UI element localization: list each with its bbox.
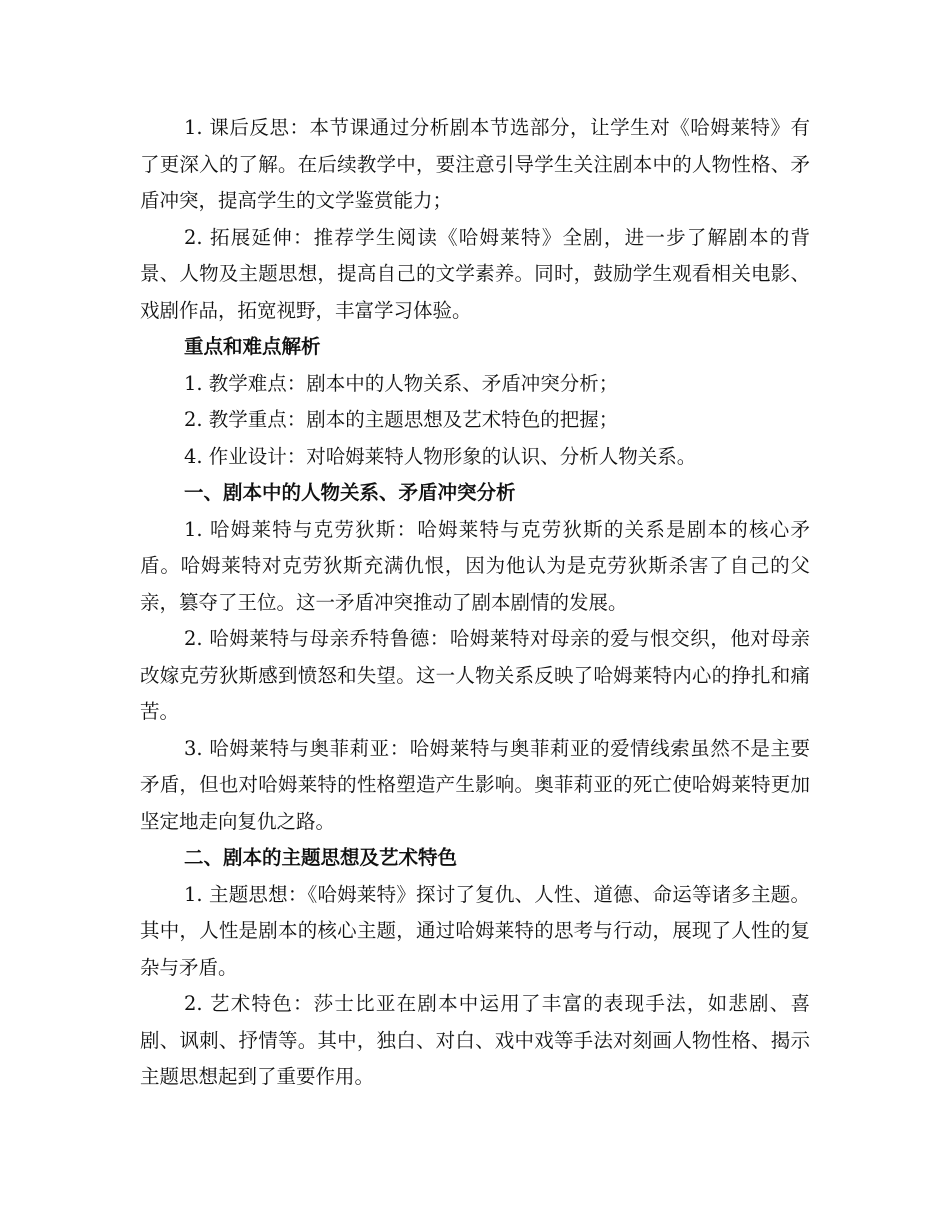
paragraph-reflection: 1. 课后反思：本节课通过分析剧本节选部分，让学生对《哈姆莱特》有了更深入的了解。在后续教学中，要注意引导学生关注剧本中的人物性格、矛盾冲突，提高学生的文学鉴赏能力； bbox=[140, 116, 810, 212]
paragraph-extension: 2. 拓展延伸：推荐学生阅读《哈姆莱特》全剧，进一步了解剧本的背景、人物及主题思想，提高自己的文学素养。同时，鼓励学生观看相关电影、戏剧作品，拓宽视野，丰富学习体验。 bbox=[140, 225, 810, 322]
heading-key-points: 重点和难点解析 bbox=[184, 335, 321, 358]
paragraph-claudius: 1. 哈姆莱特与克劳狄斯：哈姆莱特与克劳狄斯的关系是剧本的核心矛盾。哈姆莱特对克劳狄斯充满仇恨，因为他认为是克劳狄斯杀害了自己的父亲，篡夺了王位。这一矛盾冲突推动了剧本剧情的发展。 bbox=[140, 517, 810, 614]
paragraph-focus: 2. 教学重点：剧本的主题思想及艺术特色的把握； bbox=[184, 408, 619, 431]
document-page bbox=[140, 110, 810, 1096]
paragraph-homework: 4. 作业设计：对哈姆莱特人物形象的认识、分析人物关系。 bbox=[184, 444, 697, 468]
paragraph-theme: 1. 主题思想：《哈姆莱特》探讨了复仇、人性、道德、命运等诸多主题。其中，人性是剧本的核心主题，通过哈姆莱特的思考与行动，展现了人性的复杂与矛盾。 bbox=[140, 882, 810, 979]
heading-section-two: 二、剧本的主题思想及艺术特色 bbox=[184, 846, 458, 869]
paragraph-ophelia: 3. 哈姆莱特与奥菲莉亚：哈姆莱特与奥菲莉亚的爱情线索虽然不是主要矛盾，但也对哈姆莱特的性格塑造产生影响。奥菲莉亚的死亡使哈姆莱特更加坚定地走向复仇之路。 bbox=[140, 736, 810, 833]
heading-section-one: 一、剧本中的人物关系、矛盾冲突分析 bbox=[184, 481, 516, 504]
paragraph-art: 2. 艺术特色：莎士比亚在剧本中运用了丰富的表现手法，如悲剧、喜剧、讽刺、抒情等。其中，独白、对白、戏中戏等手法对刻画人物性格、揭示主题思想起到了重要作用。 bbox=[140, 992, 810, 1088]
paragraph-difficulty: 1. 教学难点：剧本中的人物关系、矛盾冲突分析； bbox=[184, 371, 619, 395]
paragraph-gertrude: 2. 哈姆莱特与母亲乔特鲁德：哈姆莱特对母亲的爱与恨交织，他对母亲改嫁克劳狄斯感到愤怒和失望。这一人物关系反映了哈姆莱特内心的挣扎和痛苦。 bbox=[140, 627, 810, 723]
